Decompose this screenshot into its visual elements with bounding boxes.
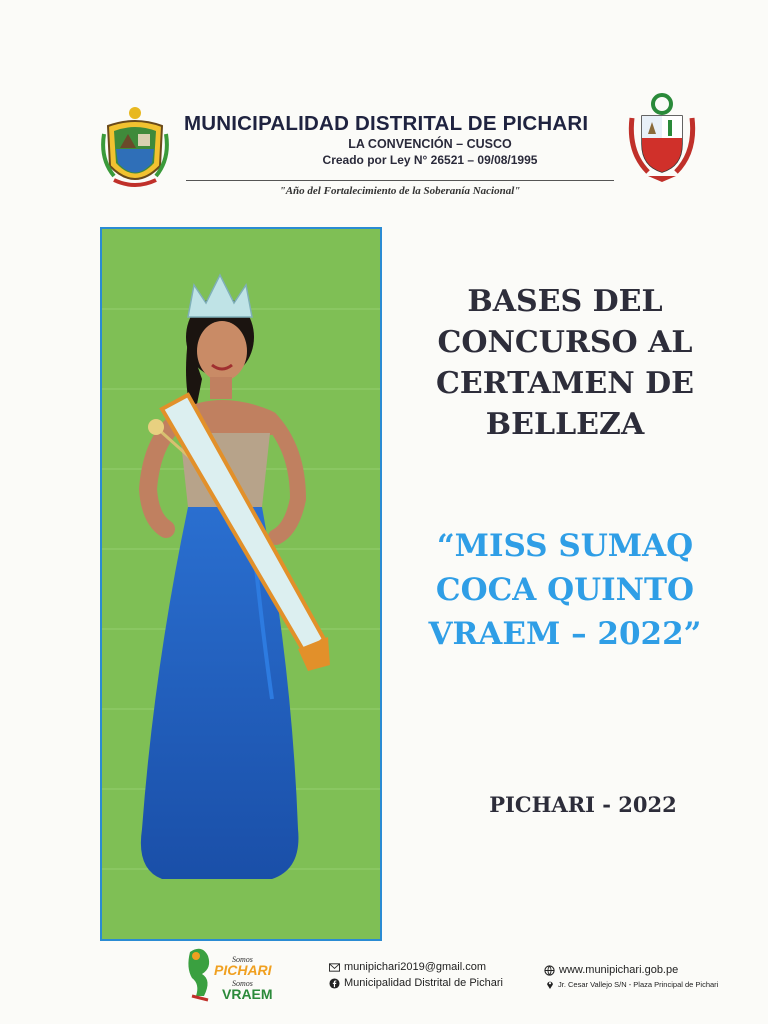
logo-somos-text: Somos [232,979,253,988]
place-year: PICHARI - 2022 [489,792,677,817]
address-contact [546,980,718,989]
title-line: BELLEZA [485,407,645,442]
mail-icon [329,962,340,973]
event-title-line: “MISS SUMAQ [436,528,694,564]
event-title [405,524,725,656]
logo-pichari-text: PICHARI [214,962,272,978]
facebook-contact[interactable] [329,977,503,989]
website-text: www.munipichari.gob.pe [559,964,679,976]
municipality-title: MUNICIPALIDAD DISTRITAL DE PICHARI [184,112,589,135]
facebook-text: Municipalidad Distrital de Pichari [344,977,503,989]
municipality-creation-law: Creado por Ley N° 26521 – 09/08/1995 [322,153,538,167]
header-divider [186,180,614,181]
location-pin-icon [546,980,554,989]
national-shield-icon [628,92,696,184]
globe-icon [544,965,555,976]
email-text: munipichari2019@gmail.com [344,961,487,973]
title-line: CONCURSO AL [437,325,693,360]
website-contact[interactable] [544,964,678,976]
municipality-location: LA CONVENCIÓN – CUSCO [348,137,512,151]
queen-photo [100,227,382,941]
title-line: BASES DEL [467,284,663,319]
event-title-line: VRAEM – 2022” [428,616,702,652]
logo-vraem-text: VRAEM [222,986,273,1002]
address-text: Jr. Cesar Vallejo S/N - Plaza Principal de Pichari [558,980,719,989]
facebook-icon [329,978,340,989]
logo-somos-text: Somos [232,955,253,964]
year-motto: "Año del Fortalecimiento de la Soberanía Nacional" [279,185,521,197]
event-title-line: COCA QUINTO [435,572,695,608]
queen-illustration [102,229,380,939]
title-line: CERTAMEN DE [436,366,694,401]
district-crest-icon [100,104,170,194]
email-contact[interactable] [329,961,486,973]
document-title [405,281,725,445]
